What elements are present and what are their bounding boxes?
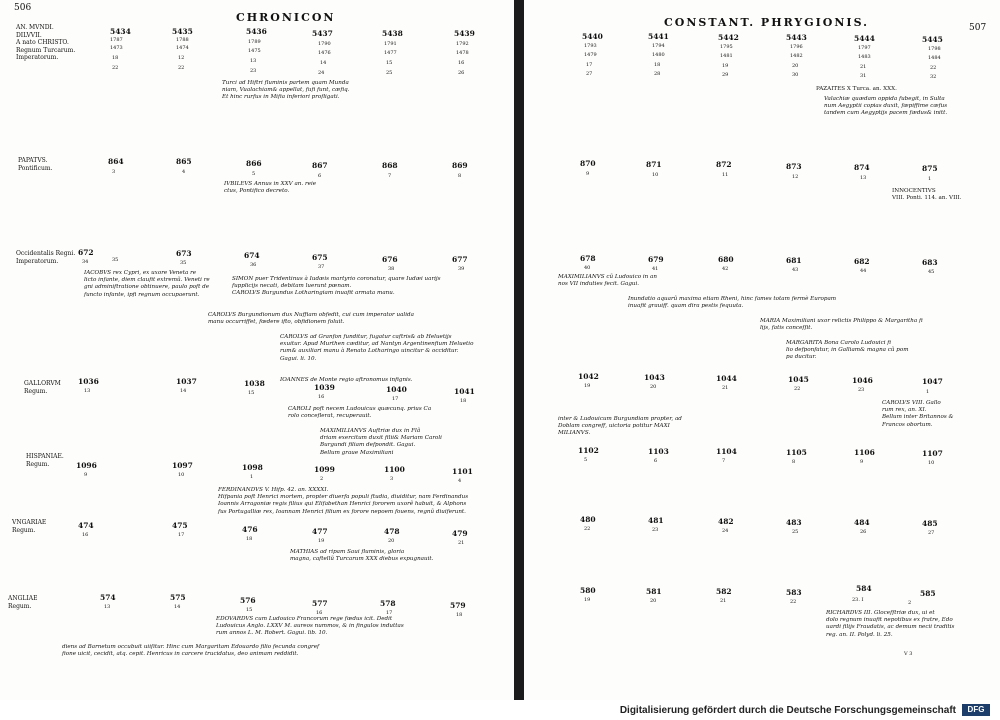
year-hispaniae-sub: 5 [584, 457, 588, 463]
year-hispaniae-sub: 3 [390, 476, 394, 482]
running-head: CHRONICON [236, 11, 336, 24]
year-occ-sub: 40 [584, 265, 591, 271]
year-anni-mundi: 5434 [110, 27, 131, 36]
year-occidentalis: 683 [922, 258, 938, 267]
year-imperatorum: 30 [792, 72, 799, 78]
year-vngariae: 482 [718, 517, 734, 526]
year-hispaniae-sub: 4 [458, 478, 462, 484]
year-pontificum: 3 [112, 169, 116, 175]
year-vngariae: 480 [580, 515, 596, 524]
year-pontificum: 8 [458, 173, 462, 179]
year-vngariae-sub: 16 [82, 532, 89, 538]
note-maria: MARIA Maximiliani uxor relictis Philippo & Margaritha fi lijs, fatis conceſſit. [760, 318, 923, 332]
year-papatus: 873 [786, 162, 802, 171]
year-vngariae-sub: 25 [792, 529, 799, 535]
year-hispaniae: 1100 [384, 465, 405, 474]
year-gallorum-sub: 14 [180, 388, 187, 394]
year-imperatorum: 31 [860, 73, 867, 79]
year-imperatorum: 26 [458, 70, 465, 76]
year-papatus: 864 [108, 157, 124, 166]
year-angliae: 577 [312, 599, 328, 608]
year-occidentalis: 679 [648, 255, 664, 264]
year-hispaniae-sub: 9 [860, 459, 864, 465]
year-christo: 1477 [384, 50, 397, 56]
year-angliae-sub: 19 [584, 597, 591, 603]
year-vngariae: 484 [854, 518, 870, 527]
year-vngariae-sub: 19 [318, 538, 325, 544]
year-gallorum-sub: 17 [392, 396, 399, 402]
year-imperatorum: 27 [586, 71, 593, 77]
year-angliae: 584 [856, 584, 872, 593]
year-vngariae: 474 [78, 521, 94, 530]
year-vngariae-sub: 24 [722, 528, 729, 534]
year-occ-sub: 37 [318, 264, 325, 270]
year-hispaniae-sub: 2 [320, 476, 324, 482]
year-anni-mundi: 5441 [648, 32, 669, 41]
year-diluvii: 1788 [176, 37, 189, 43]
year-vngariae: 485 [922, 519, 938, 528]
year-christo: 1480 [652, 52, 665, 58]
note-iacobus: IACOBVS rex Cypri, ex uxore Veneta re licto infante, diem claufit extremũ. Veneti re gni adminiftratione obtinuere, paulo poft de functo infante, ipfi regnum occupaerunt. [84, 270, 210, 298]
year-diluvii: 1795 [720, 44, 733, 50]
year-angliae-sub: 16 [316, 610, 323, 616]
year-occ-sub: 36 [250, 262, 257, 268]
year-papatus: 875 [922, 164, 938, 173]
year-christo: 1479 [584, 52, 597, 58]
year-hispaniae: 1102 [578, 446, 599, 455]
year-anni-mundi: 5437 [312, 29, 333, 38]
year-angliae: 578 [380, 599, 396, 608]
row-label-anni-mundi: AN. MVNDI. DILVVII. A nato CHRISTO. Regnum Turcarum. Imperatorum. [16, 24, 76, 61]
year-turcarum: 15 [386, 60, 393, 66]
year-vngariae-sub: 18 [246, 536, 253, 542]
note-diens: diens ad Barnetum occubuit uiiſitur. Hinc cum Margaritam Edouardo filio fecunda congref fione uicit, cecidit, atq. cepit. Henricus in carcere trucidatus, deo animam reddidit. [62, 644, 320, 658]
year-pontificum: 13 [860, 175, 867, 181]
year-vngariae-sub: 21 [458, 540, 465, 546]
note-inter-ludouicum: inter & Ludouicum Burgundiam propter, ad Doblam congreff, uictoria potitur MAXI MILIANVS. [558, 416, 682, 437]
note-ferdinandus: FERDINANDVS V. Hifp. 42. an. XXXXI. Hifpania poft Henrici mortem, propter diuerfa populi ftudia, diuiditur, nam Ferdinandus Ioannis Arragoniæ regis filius qui Elifabethan Henrici fororem uxorẽ habuit, & Alphons fus Portugalliæ rex, Ioannam Henrici filium ex forore nepoem fouens, regnũ diuiferunt. [218, 487, 469, 515]
year-papatus: 872 [716, 160, 732, 169]
year-angliae-sub: 15 [246, 607, 253, 613]
year-gallorum: 1036 [78, 377, 99, 386]
year-occidentalis: 677 [452, 255, 468, 264]
year-turcarum: 18 [654, 62, 661, 68]
year-papatus: 867 [312, 161, 328, 170]
year-pontificum: 4 [182, 169, 186, 175]
year-gallorum-sub: 13 [84, 388, 91, 394]
year-hispaniae-sub: 8 [792, 459, 796, 465]
year-papatus: 866 [246, 159, 262, 168]
year-gallorum-sub: 22 [794, 386, 801, 392]
year-gallorum: 1046 [852, 376, 873, 385]
year-turcarum: 18 [112, 55, 119, 61]
note-inundatio: Inundatio aquarũ maxima etiam Rheni, hinc fames totam fermè Europam inuafit grauiff. quam dira pestis fequuta. [628, 296, 837, 310]
year-papatus: 868 [382, 161, 398, 170]
year-hispaniae: 1106 [854, 448, 875, 457]
year-occ-sub: 44 [860, 268, 867, 274]
year-angliae: 585 [920, 589, 936, 598]
year-papatus: 865 [176, 157, 192, 166]
year-hispaniae: 1097 [172, 461, 193, 470]
year-vngariae: 477 [312, 527, 328, 536]
year-turcarum: 16 [458, 60, 465, 66]
year-christo: 1475 [248, 48, 261, 54]
year-angliae-sub: 17 [386, 610, 393, 616]
year-vngariae-sub: 27 [928, 530, 935, 536]
footer-credit: Digitalisierung gefördert durch die Deutsche Forschungsgemeinschaft [619, 705, 956, 716]
year-hispaniae: 1107 [922, 449, 943, 458]
note-carolus-viii: CAROLVS VIII. Gallo rum rex, an. XI. Bellum inter Britannos & Francos obortum. [882, 400, 954, 428]
year-pontificum: 9 [586, 171, 590, 177]
year-hispaniae: 1104 [716, 447, 737, 456]
year-occ-sub: 34 [82, 259, 89, 265]
year-occ-sub: 42 [722, 266, 729, 272]
year-christo: 1473 [110, 45, 123, 51]
year-imperatorum: 28 [654, 71, 661, 77]
year-gallorum-sub: 16 [318, 394, 325, 400]
year-gallorum: 1040 [386, 385, 407, 394]
year-hispaniae-sub: 1 [250, 474, 254, 480]
year-gallorum: 1043 [644, 373, 665, 382]
year-hispaniae: 1098 [242, 463, 263, 472]
year-imperatorum: 23 [250, 68, 257, 74]
note-margarita: MARGARITA Bona Carolo Ludouici fi lio defponfatur, in Galliam& magna cũ pom pa ducitur. [786, 340, 909, 361]
note-iubileus: IVBILEVS Annus in XXV an. reie ctus, Pontifico decreto. [224, 181, 317, 195]
footer-bar [0, 700, 1000, 720]
note-ioannes: IOANNES de Monte regio aftronomus infignis. [280, 377, 413, 383]
year-angliae: 583 [786, 588, 802, 597]
year-angliae-sub: 2 [908, 600, 912, 606]
row-label-angliae: ANGLIAE Regum. [8, 595, 38, 610]
year-imperatorum: 24 [318, 70, 325, 76]
year-hispaniae: 1096 [76, 461, 97, 470]
year-turcarum: 20 [792, 63, 799, 69]
year-diluvii: 1787 [110, 37, 123, 43]
year-turcarum: 19 [722, 63, 729, 69]
row-label-occidentalis: Occidentalis Regni. Imperatorum. [16, 250, 76, 265]
year-vngariae-sub: 17 [178, 532, 185, 538]
note-valachie: Valachiæ quædam oppida fubegit, in Sulta num Aegyptii copias duxit, fæpiffime cæfus tandem cum Aegyptijs pacem fædus& initt. [824, 96, 948, 117]
right-page [524, 0, 1000, 700]
year-pontificum: 6 [318, 173, 322, 179]
year-occidentalis: 682 [854, 257, 870, 266]
year-turcarum: 14 [320, 60, 327, 66]
year-hispaniae: 1105 [786, 448, 807, 457]
year-occ-sub: 43 [792, 267, 799, 273]
year-hispaniae: 1103 [648, 447, 669, 456]
row-label-hispaniae: HISPANIAE. Regum. [26, 453, 64, 468]
year-anni-mundi: 5444 [854, 34, 875, 43]
year-hispaniae-sub: 7 [722, 458, 726, 464]
note-turci: Turci ad Hiftri fluminis partem quam Munda niam, Vualachiam& appellat, fufi funt, cæfiq. Et hinc rurfus in Mifia inferiori profligati. [222, 80, 350, 101]
year-angliae-sub: 21 [720, 598, 727, 604]
year-vngariae-sub: 26 [860, 529, 867, 535]
year-pontificum: 10 [652, 172, 659, 178]
year-vngariae-sub: 20 [388, 538, 395, 544]
year-anni-mundi: 5445 [922, 35, 943, 44]
year-anni-mundi: 5438 [382, 29, 403, 38]
year-gallorum-sub: 23 [858, 387, 865, 393]
year-turcarum: 12 [178, 55, 185, 61]
year-pontificum: 1 [928, 176, 932, 182]
year-vngariae: 479 [452, 529, 468, 538]
year-gallorum-sub: 21 [722, 385, 729, 391]
book-gutter [514, 0, 524, 700]
year-hispaniae: 1101 [452, 467, 473, 476]
year-diluvii: 1792 [456, 41, 469, 47]
year-diluvii: 1789 [248, 39, 261, 45]
year-angliae: 576 [240, 596, 256, 605]
year-diluvii: 1794 [652, 43, 665, 49]
left-page [0, 0, 514, 700]
year-gallorum: 1042 [578, 372, 599, 381]
year-gallorum-sub: 20 [650, 384, 657, 390]
year-turcarum: 22 [930, 65, 937, 71]
year-hispaniae-sub: 6 [654, 458, 658, 464]
year-angliae: 581 [646, 587, 662, 596]
year-imperatorum: 22 [178, 65, 185, 71]
year-angliae: 579 [450, 601, 466, 610]
year-occ-sub: 35 [180, 260, 187, 266]
year-christo: 1483 [858, 54, 871, 60]
year-imperatorum: 25 [386, 70, 393, 76]
year-hispaniae-sub: 10 [928, 460, 935, 466]
year-diluvii: 1790 [318, 41, 331, 47]
year-vngariae-sub: 23 [652, 527, 659, 533]
year-turcarum: 13 [250, 58, 257, 64]
year-vngariae: 478 [384, 527, 400, 536]
page-number: 506 [14, 3, 32, 13]
catchword: V 3 [904, 651, 913, 657]
year-angliae-sub: 14 [174, 604, 181, 610]
year-pontificum: 5 [252, 171, 256, 177]
year-papatus: 869 [452, 161, 468, 170]
year-anni-mundi: 5442 [718, 33, 739, 42]
year-angliae: 582 [716, 587, 732, 596]
year-occidentalis: 674 [244, 251, 260, 260]
year-diluvii: 1796 [790, 44, 803, 50]
year-imperatorum: 32 [930, 74, 937, 80]
year-occ-sub: 38 [388, 266, 395, 272]
year-hispaniae-sub: 10 [178, 472, 185, 478]
page-number: 507 [969, 23, 987, 33]
note-edouardus: EDOVARDVS cum Ludouico Francorum rege fœdus icit. Dedit Ludouicus Anglo. LXXV M. aureos nummos, & in fingulos induttas rum annos L. M. Robert. Gagui. lib. 10. [216, 616, 404, 637]
year-gallorum: 1037 [176, 377, 197, 386]
year-vngariae: 481 [648, 516, 664, 525]
year-diluvii: 1793 [584, 43, 597, 49]
year-hispaniae-sub: 9 [84, 472, 88, 478]
year-occidentalis: 673 [176, 249, 192, 258]
year-anni-mundi: 5436 [246, 27, 267, 36]
year-anni-mundi: 5440 [582, 32, 603, 41]
year-turcarum: 21 [860, 64, 867, 70]
note-pazaites: PAZAITES X Turca. an. XXX. [816, 86, 897, 92]
note-maximilianus-induties: MAXIMILIANVS cũ Ludouico in an nos VII induties fecit. Gagui. [558, 274, 657, 288]
year-diluvii: 1791 [384, 41, 397, 47]
year-gallorum-sub: 19 [584, 383, 591, 389]
year-anni-mundi: 5443 [786, 33, 807, 42]
note-richardus: RICHARDVS III. Glocefſtriæ dux, ui et dolo regnum inuafit nepotibus ex fratre, Edo uardi filijs Fraudatis, ac demum necii traditis reg. an. II. Polyd. li. 25. [826, 610, 955, 638]
year-occ-sub: 41 [652, 266, 659, 272]
year-imperatorum: 29 [722, 72, 729, 78]
year-papatus: 871 [646, 160, 662, 169]
year-angliae: 580 [580, 586, 596, 595]
year-diluvii: 1798 [928, 46, 941, 52]
year-christo: 1478 [456, 50, 469, 56]
year-papatus: 874 [854, 163, 870, 172]
year-occidentalis: 676 [382, 255, 398, 264]
year-imperatorum: 22 [112, 65, 119, 71]
note-caroli: CAROLI poft necem Ludouicus quæcunq. prius Ca rolo conceflerat, recuperauit. [288, 406, 432, 420]
year-hispaniae: 1099 [314, 465, 335, 474]
dfg-logo-icon: DFG [962, 704, 990, 716]
year-turcarum: 17 [586, 62, 593, 68]
year-occidentalis: 672 [78, 248, 94, 257]
year-occidentalis: 675 [312, 253, 328, 262]
year-pontificum: 7 [388, 173, 392, 179]
year-diluvii: 1797 [858, 45, 871, 51]
year-gallorum: 1047 [922, 377, 943, 386]
year-christo: 1474 [176, 45, 189, 51]
year-vngariae-sub: 22 [584, 526, 591, 532]
year-pontificum: 12 [792, 174, 799, 180]
row-label-gallorum: GALLORVM Regum. [24, 380, 61, 395]
row-label-papatus: PAPATVS. Pontificum. [18, 157, 53, 172]
note-mathias: MATHIAS ad ripam Saui fluminis, gloria magna, caftellũ Turcarum XXX diebus expugnauit. [290, 549, 434, 563]
year-occidentalis: 678 [580, 254, 596, 263]
year-papatus: 870 [580, 159, 596, 168]
year-gallorum: 1044 [716, 374, 737, 383]
year-angliae-sub: 18 [456, 612, 463, 618]
year-occidentalis: 681 [786, 256, 802, 265]
year-christo: 1481 [720, 53, 733, 59]
year-occ-sub: 39 [458, 266, 465, 272]
note-maximilianus: MAXIMILIANVS Auftriæ dux in Flã driam exercitum duxit filii& Mariam Caroli Burgundi filiam defpondit. Gagui. Bellum graue Maximiliani [320, 428, 442, 456]
year-vngariae: 483 [786, 518, 802, 527]
year-vngariae: 476 [242, 525, 258, 534]
year-christo: 1476 [318, 50, 331, 56]
year-occ-sub2: 35 [112, 257, 119, 263]
year-angliae-sub: 20 [650, 598, 657, 604]
year-vngariae: 475 [172, 521, 188, 530]
year-occidentalis: 680 [718, 255, 734, 264]
row-label-vngariae: VNGARIAE Regum. [12, 519, 47, 534]
note-carolus-burgundus: CAROLVS Burgundionum dux Nuffiam obfedit, cui cum imperator ualida manu occurriffet, fœdere ifto, obfidionem foluit. [208, 312, 414, 326]
year-anni-mundi: 5439 [454, 29, 475, 38]
year-angliae-sub: 13 [104, 604, 111, 610]
year-gallorum-sub: 15 [248, 390, 255, 396]
note-innocentius: INNOCENTIVS VIII. Ponti. 114. an. VIII. [892, 188, 962, 202]
year-christo: 1482 [790, 53, 803, 59]
year-gallorum: 1039 [314, 383, 335, 392]
year-angliae: 574 [100, 593, 116, 602]
note-simon: SIMON puer Tridentinus à Iudæis martyrio coronatur, quare Iudæi uarijs fupplicijs necati, debitam luerunt pœnam. CAROLVS Burgundus Lotharingiam inuafit armata manu. [232, 276, 441, 297]
note-carolus-granson: CAROLVS ad Granfon funditur, fugatur caftris& ab Heluetijs exuitur. Apud Murthen cæditur, ad Nantyn Argentinenfium Heluetio rum& auxiliari manu à Renato Lotharingo uincitur & occiditur. Gagui. li. 10. [280, 334, 474, 362]
year-pontificum: 11 [722, 172, 729, 178]
year-gallorum: 1041 [454, 387, 475, 396]
year-christo: 1484 [928, 55, 941, 61]
year-anni-mundi: 5435 [172, 27, 193, 36]
year-gallorum: 1045 [788, 375, 809, 384]
year-gallorum-sub: 18 [460, 398, 467, 404]
year-occ-sub: 45 [928, 269, 935, 275]
year-gallorum-sub: 1 [926, 389, 930, 395]
year-angliae-sub: 22 [790, 599, 797, 605]
running-head: CONSTANT. PHRYGIONIS. [664, 16, 869, 29]
year-gallorum: 1038 [244, 379, 265, 388]
year-angliae-sub: 23. I [852, 597, 864, 603]
year-angliae: 575 [170, 593, 186, 602]
